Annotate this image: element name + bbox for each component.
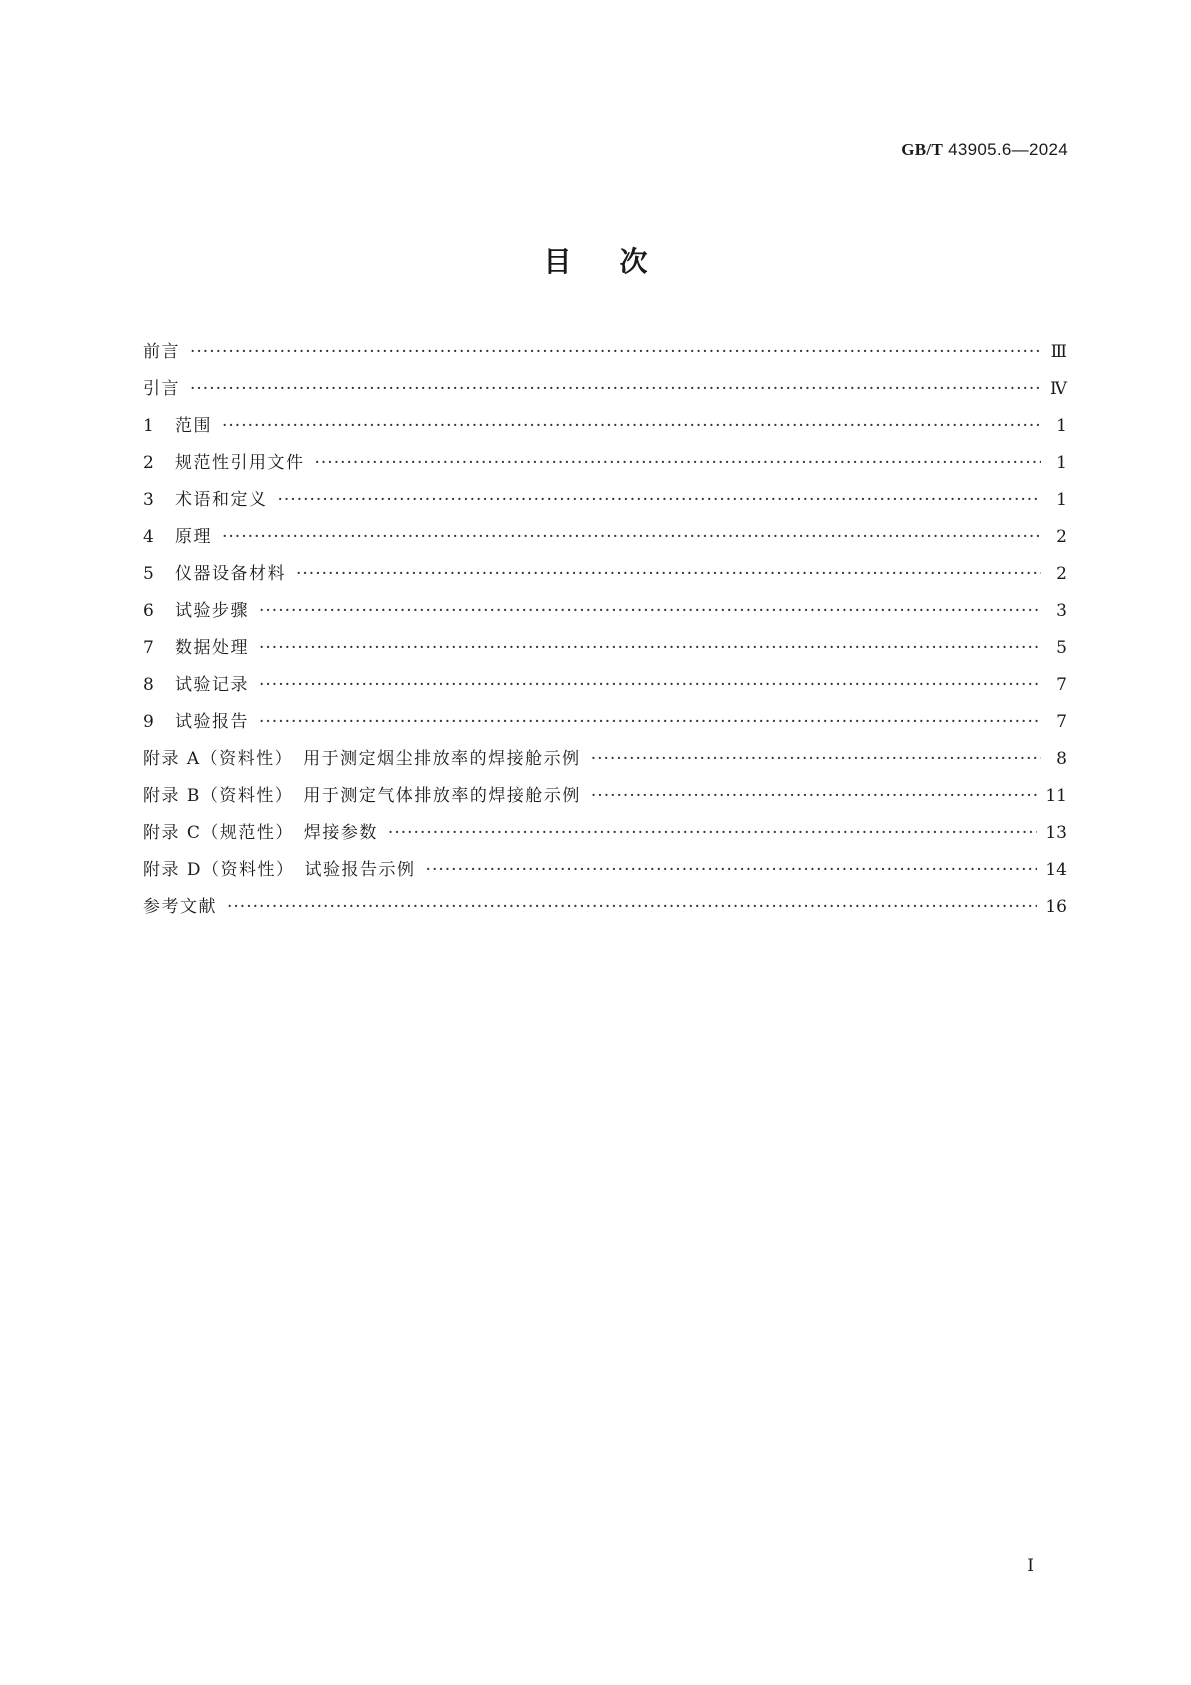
- dot-leader: [259, 638, 1041, 658]
- toc-entry-label: 数据处理: [175, 638, 249, 658]
- toc-entry-5[interactable]: [143, 559, 1067, 596]
- toc-entry-2[interactable]: [143, 448, 1067, 485]
- toc-entry-3[interactable]: [143, 485, 1067, 522]
- dot-leader: [388, 823, 1037, 843]
- toc-entry-label: 前言: [143, 342, 180, 362]
- toc-entry-page: 1: [1056, 490, 1067, 510]
- toc-entry-label: 原理: [175, 527, 212, 547]
- toc-entry-page: 5: [1056, 638, 1067, 658]
- toc-entry-number: 5: [143, 564, 154, 584]
- dot-leader: [591, 786, 1037, 806]
- toc-entry-introduction[interactable]: [143, 374, 1067, 411]
- dot-leader: [296, 564, 1041, 584]
- toc-entry-page: 13: [1045, 823, 1067, 843]
- toc-list: [143, 337, 1067, 929]
- toc-entry-page: 2: [1056, 527, 1067, 547]
- toc-entry-number: 8: [143, 675, 154, 695]
- toc-entry-page: 3: [1056, 601, 1067, 621]
- toc-entry-label: 范围: [175, 416, 212, 436]
- dot-leader: [222, 527, 1041, 547]
- standard-prefix: GB/T: [901, 140, 944, 159]
- toc-entry-annex-c[interactable]: [143, 818, 1067, 855]
- toc-entry-label: 试验记录: [175, 675, 249, 695]
- toc-entry-page: 1: [1056, 453, 1067, 473]
- toc-entry-annex-b[interactable]: [143, 781, 1067, 818]
- toc-entry-bibliography[interactable]: [143, 892, 1067, 929]
- dot-leader: [259, 601, 1041, 621]
- toc-entry-label: 附录 C（规范性） 焊接参数: [143, 823, 378, 843]
- dot-leader: [222, 416, 1041, 436]
- dot-leader: [315, 453, 1042, 473]
- standard-number: 43905.6—2024: [948, 140, 1068, 159]
- toc-entry-label: 规范性引用文件: [175, 453, 305, 473]
- toc-entry-annex-a[interactable]: [143, 744, 1067, 781]
- toc-entry-6[interactable]: [143, 596, 1067, 633]
- toc-entry-number: 9: [143, 712, 154, 732]
- toc-entry-foreword[interactable]: [143, 337, 1067, 374]
- toc-entry-label: 引言: [143, 379, 180, 399]
- toc-entry-page: 1: [1056, 416, 1067, 436]
- toc-title: 目次: [543, 245, 696, 278]
- toc-entry-label: 附录 B（资料性） 用于测定气体排放率的焊接舱示例: [143, 786, 581, 806]
- toc-entry-label: 试验步骤: [175, 601, 249, 621]
- toc-entry-label: 附录 D（资料性） 试验报告示例: [143, 860, 416, 880]
- dot-leader: [278, 490, 1042, 510]
- toc-entry-9[interactable]: [143, 707, 1067, 744]
- toc-entry-page: Ⅳ: [1050, 379, 1067, 399]
- toc-entry-label: 附录 A（资料性） 用于测定烟尘排放率的焊接舱示例: [143, 749, 581, 769]
- dot-leader: [259, 712, 1041, 732]
- dot-leader: [190, 379, 1041, 399]
- toc-entry-1[interactable]: [143, 411, 1067, 448]
- toc-entry-label: 试验报告: [175, 712, 249, 732]
- dot-leader: [227, 897, 1037, 917]
- toc-entry-label: 参考文献: [143, 897, 217, 917]
- dot-leader: [591, 749, 1041, 769]
- toc-entry-label: 术语和定义: [175, 490, 268, 510]
- dot-leader: [259, 675, 1041, 695]
- toc-entry-page: 14: [1045, 860, 1067, 880]
- toc-entry-number: 1: [143, 416, 154, 436]
- dot-leader: [426, 860, 1038, 880]
- toc-entry-page: 2: [1056, 564, 1067, 584]
- toc-entry-page: 7: [1056, 712, 1067, 732]
- toc-entry-page: 11: [1045, 786, 1067, 806]
- toc-entry-page: 16: [1045, 897, 1067, 917]
- toc-entry-page: 7: [1056, 675, 1067, 695]
- document-code: [901, 140, 1068, 160]
- toc-entry-label: 仪器设备材料: [175, 564, 286, 584]
- toc-entry-8[interactable]: [143, 670, 1067, 707]
- toc-entry-annex-d[interactable]: [143, 855, 1067, 892]
- toc-entry-page: 8: [1056, 749, 1067, 769]
- toc-entry-7[interactable]: [143, 633, 1067, 670]
- toc-entry-number: 3: [143, 490, 154, 510]
- toc-entry-page: Ⅲ: [1050, 342, 1067, 362]
- toc-entry-4[interactable]: [143, 522, 1067, 559]
- page-number: Ⅰ: [1027, 1556, 1034, 1575]
- toc-entry-number: 2: [143, 453, 154, 473]
- toc-entry-number: 4: [143, 527, 154, 547]
- toc-entry-number: 7: [143, 638, 154, 658]
- toc-entry-number: 6: [143, 601, 154, 621]
- dot-leader: [190, 342, 1041, 362]
